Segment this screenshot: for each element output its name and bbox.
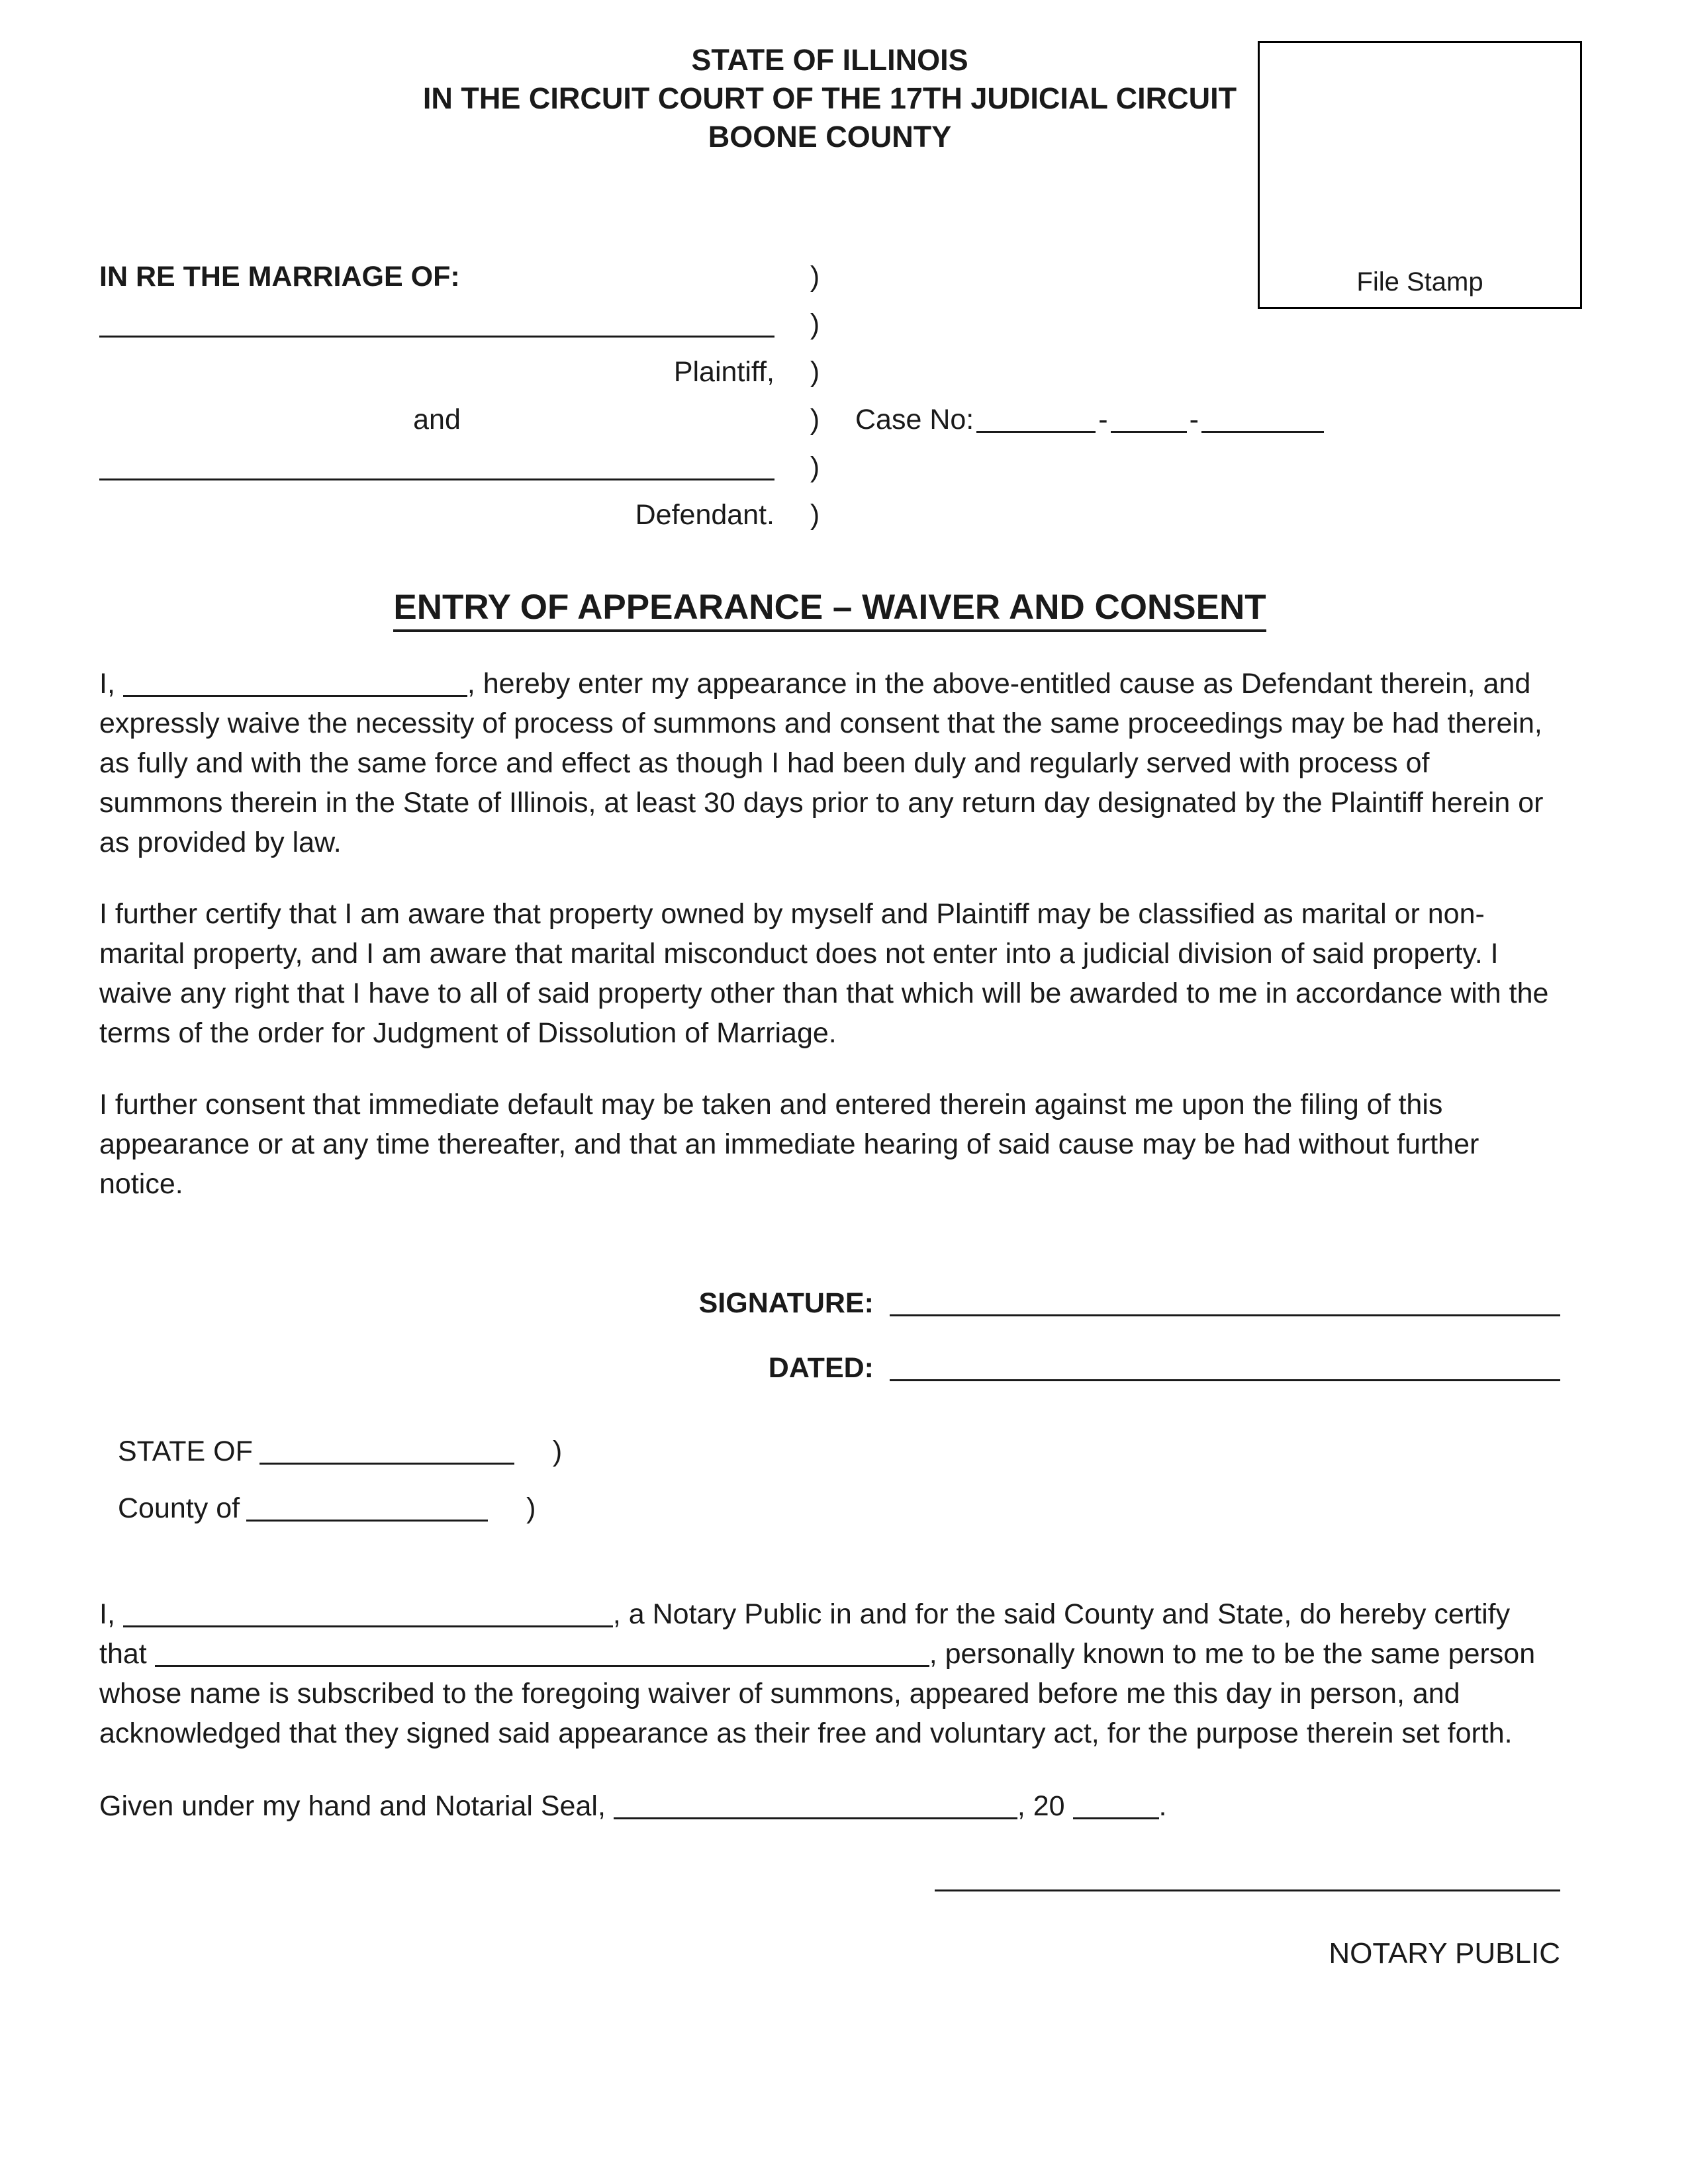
caption-row <box>99 487 1560 535</box>
given-suffix: . <box>1158 1790 1167 1822</box>
p1-text: , hereby enter my appearance in the above-entitled cause as Defendant therein, and expressly waive the necessity of process of summons and consent that the same proceedings may be had therein, as fully and with the same force and effect as though I had been duly and regularly served with process of summons therein in the State of Illinois, at least 30 days prior to any return day designated by the Plaintiff herein or as provided by law. <box>99 668 1544 858</box>
given-mid: , 20 <box>1017 1790 1065 1822</box>
file-stamp-label: File Stamp <box>1356 267 1483 296</box>
notary-prefix: I, <box>99 1598 115 1630</box>
case-no-blank-2[interactable] <box>1111 406 1187 433</box>
venue-paren: ) <box>552 1435 563 1467</box>
notary-signature-line[interactable] <box>935 1889 1560 1891</box>
defendant-label: Defendant. <box>635 499 774 531</box>
caption-paren: ) <box>810 308 820 340</box>
caption-row <box>99 344 1560 392</box>
form-title-text: ENTRY OF APPEARANCE – WAIVER AND CONSENT <box>393 588 1266 632</box>
case-no-label: Case No: <box>855 404 974 435</box>
venue-paren: ) <box>526 1492 536 1524</box>
defendant-name-line[interactable] <box>99 478 774 480</box>
caption-paren: ) <box>810 356 820 388</box>
notary-mid-text: , a Notary Public in and for the said County and State, do hereby certify that <box>99 1598 1511 1670</box>
state-of-label: STATE OF <box>118 1435 253 1467</box>
case-no-separator: - <box>1189 404 1199 435</box>
state-name-blank[interactable] <box>259 1438 514 1465</box>
and-label: and <box>413 404 461 435</box>
in-re-marriage-label: IN RE THE MARRIAGE OF: <box>99 261 460 293</box>
case-no-blank-1[interactable] <box>976 406 1096 433</box>
case-no-blank-3[interactable] <box>1201 406 1324 433</box>
signature-label: SIGNATURE: <box>698 1287 874 1319</box>
dated-line[interactable] <box>890 1355 1560 1381</box>
county-name-blank[interactable] <box>246 1495 488 1522</box>
venue-county-row <box>99 1488 1560 1528</box>
appearance-paragraph <box>99 664 1560 862</box>
notary-name-blank[interactable] <box>123 1601 613 1627</box>
caption-row <box>99 439 1560 487</box>
caption-row <box>99 392 1560 439</box>
given-prefix: Given under my hand and Notarial Seal, <box>99 1790 606 1822</box>
court-header-circuit: IN THE CIRCUIT COURT OF THE 17TH JUDICIAL CIRCUIT <box>422 81 1237 115</box>
signature-line[interactable] <box>890 1290 1560 1316</box>
notary-suffix-text: , personally known to me to be the same person whose name is subscribed to the foregoing waiver of summons, appeared before me this day in person, and acknowledged that they signed said appearance as their free and voluntary act, for the purpose therein set forth. <box>99 1638 1536 1749</box>
caption-paren: ) <box>810 261 820 293</box>
court-header-county: BOONE COUNTY <box>708 120 952 154</box>
file-stamp-box <box>1258 41 1582 309</box>
case-number-row <box>855 400 1560 439</box>
affiant-name-blank[interactable] <box>155 1641 929 1667</box>
property-paragraph: I further certify that I am aware that property owned by myself and Plaintiff may be classified as marital or non-marital property, and I am aware that marital misconduct does not enter into a judicial division of said property. I waive any right that I have to all of said property other than that which will be awarded to me in accordance with the terms of the order for Judgment of Dissolution of Marriage. <box>99 898 1549 1049</box>
plaintiff-label: Plaintiff, <box>673 356 774 388</box>
body-section <box>99 664 1560 1204</box>
plaintiff-name-line[interactable] <box>99 336 774 338</box>
dated-row <box>99 1348 1560 1388</box>
defendant-name-blank[interactable] <box>123 670 467 697</box>
case-no-separator: - <box>1098 404 1108 435</box>
caption-paren: ) <box>810 404 820 435</box>
caption-paren: ) <box>810 499 820 531</box>
venue-block <box>99 1432 1560 1528</box>
caption-paren: ) <box>810 451 820 483</box>
venue-state-row <box>99 1432 1560 1471</box>
notary-acknowledgment-paragraph <box>99 1594 1560 1753</box>
seal-date-blank[interactable] <box>614 1793 1017 1819</box>
notarial-seal-line <box>99 1786 1560 1826</box>
dated-label: DATED: <box>768 1352 874 1384</box>
county-of-label: County of <box>118 1492 240 1524</box>
form-title <box>99 586 1560 629</box>
notary-public-label: NOTARY PUBLIC <box>1329 1937 1560 1970</box>
signature-row <box>99 1283 1560 1323</box>
default-consent-paragraph: I further consent that immediate default may be taken and entered therein against me upon the filing of this appearance or at any time thereafter, and that an immediate hearing of said cause may be had without further notice. <box>99 1089 1479 1200</box>
court-header-state: STATE OF ILLINOIS <box>691 43 968 77</box>
p1-prefix: I, <box>99 668 115 700</box>
seal-year-blank[interactable] <box>1073 1793 1159 1819</box>
signature-block <box>99 1283 1560 1388</box>
